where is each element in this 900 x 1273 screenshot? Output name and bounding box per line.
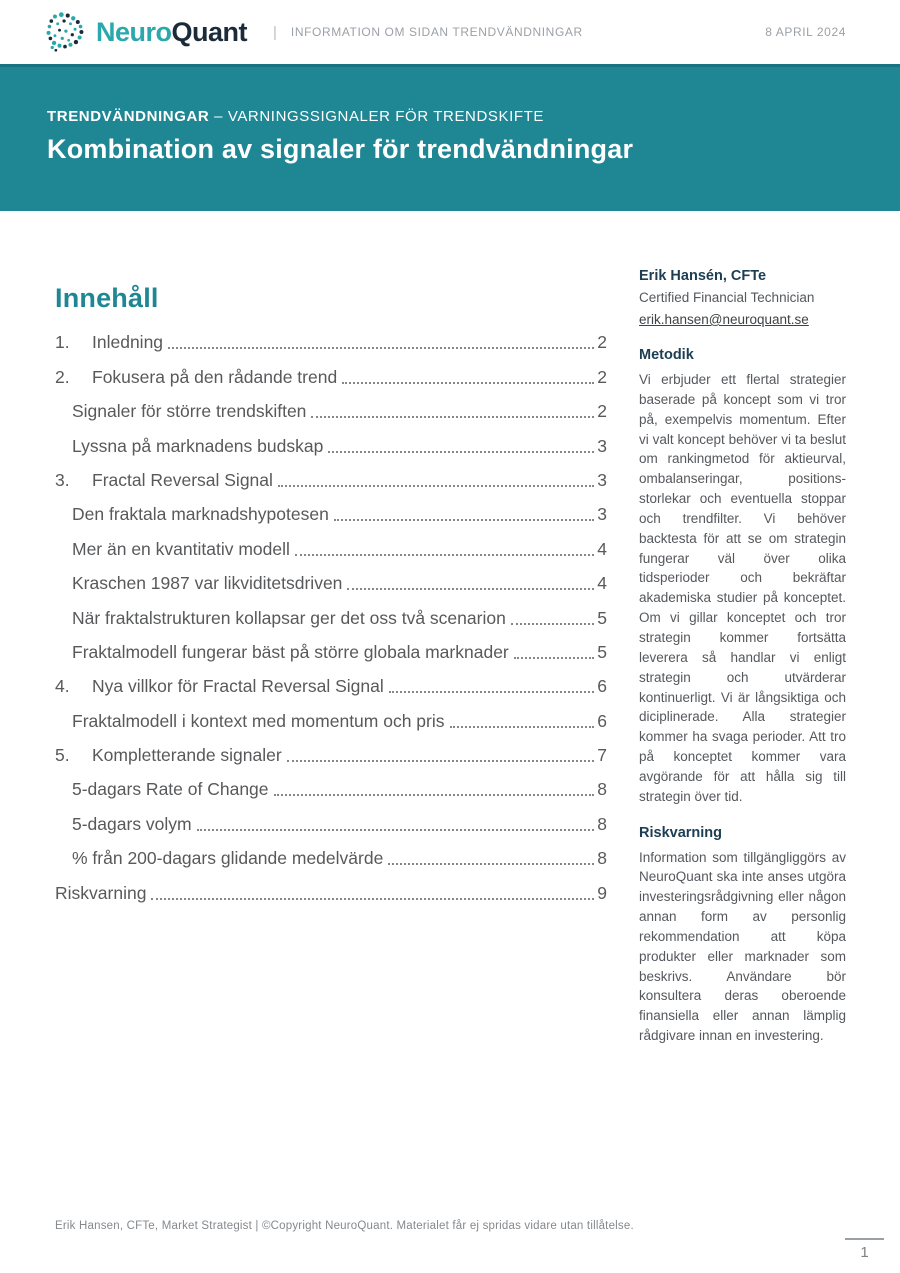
top-header (0, 0, 900, 64)
risk-warning-text: Information som tillgängliggörs av NeuroQuant ska inte anses utgöra investeringsrådgivning eller någon annan form av personlig rekommendation att köpa produkter eller marknader som beskrivs. Användare bör konsultera deras oberoende finansiella eller annan lämplig rådgivare innan en investering. (639, 849, 846, 1044)
toc-entry-page: 9 (597, 882, 607, 903)
methodology-heading: Metodik (639, 347, 694, 363)
toc-entry-label: När fraktalstrukturen kollapsar ger det oss två scenarion (72, 607, 506, 628)
toc-entry-label: Mer än en kvantitativ modell (72, 538, 290, 559)
toc-entry-number: 5. (55, 745, 70, 766)
toc-entry-page: 3 (597, 435, 607, 456)
toc-entry[interactable] (55, 805, 607, 839)
toc-entry-page: 4 (597, 538, 607, 559)
author-email-link[interactable]: erik.hansen@neuroquant.se (639, 312, 809, 327)
toc-dotted-leader (388, 863, 594, 865)
toc-entry-page: 2 (597, 332, 607, 353)
toc-entry-label: Kompletterande signaler (92, 745, 282, 766)
title-banner (0, 64, 900, 211)
toc-entry[interactable] (55, 840, 607, 874)
page-number-block (845, 1238, 884, 1261)
toc-dotted-leader (342, 382, 594, 384)
toc-entry[interactable] (55, 496, 607, 530)
toc-entry-page: 8 (597, 848, 607, 869)
toc-entry-page: 3 (597, 504, 607, 525)
toc-entry-page: 6 (597, 710, 607, 731)
toc-entry-page: 5 (597, 607, 607, 628)
author-name: Erik Hansén, CFTe (639, 268, 767, 284)
toc-entry-page: 8 (597, 779, 607, 800)
toc-dotted-leader (389, 691, 595, 693)
toc-entry-page: 8 (597, 813, 607, 834)
toc-entry[interactable] (55, 702, 607, 736)
toc-entry-label: % från 200-dagars glidande medelvärde (72, 848, 384, 869)
toc-entry-label: Lyssna på marknadens budskap (72, 435, 324, 456)
toc-entry-label: Riskvarning (55, 882, 147, 903)
toc-entry-page: 5 (597, 641, 607, 662)
toc-dotted-leader (328, 451, 594, 453)
brand-quant: Quant (171, 16, 248, 47)
toc-entry[interactable] (55, 530, 607, 564)
risk-warning-heading: Riskvarning (639, 824, 722, 841)
toc-entry[interactable] (55, 874, 607, 908)
toc-entry-page: 3 (597, 469, 607, 490)
toc-entry-page: 6 (597, 676, 607, 697)
toc-entry-label: Den fraktala marknadshypotesen (72, 504, 329, 525)
toc-entry-label: Kraschen 1987 var likviditetsdriven (72, 573, 343, 594)
toc-entry-page: 7 (597, 745, 607, 766)
toc-entry[interactable] (55, 668, 607, 702)
toc-entry-label: Fractal Reversal Signal (92, 469, 273, 490)
brand-wordmark (96, 16, 248, 47)
toc-dotted-leader (514, 657, 595, 659)
toc-entry-number: 1. (55, 332, 70, 353)
toc-entry[interactable] (55, 324, 607, 358)
toc-dotted-leader (295, 554, 594, 556)
toc-entry[interactable] (55, 462, 607, 496)
toc-entry-label: Inledning (92, 332, 164, 353)
toc-entry-label: 5-dagars volym (72, 813, 192, 834)
brand-neuro: Neuro (96, 16, 172, 47)
toc-entry-label: Fokusera på den rådande trend (92, 366, 338, 387)
author-title: Certified Financial Technician (639, 290, 815, 305)
toc-entry-label: Signaler för större trendskiften (72, 401, 307, 422)
toc-dotted-leader (151, 898, 594, 900)
toc-entry-number: 3. (55, 469, 70, 490)
banner-kicker-bold: TRENDVÄNDNINGAR (47, 108, 210, 125)
toc-entry[interactable] (55, 634, 607, 668)
toc-dotted-leader (511, 623, 594, 625)
toc-entry[interactable] (55, 358, 607, 392)
header-date: 8 APRIL 2024 (765, 25, 846, 39)
toc-entry[interactable] (55, 393, 607, 427)
table-of-contents (55, 268, 607, 1064)
main-content (0, 211, 900, 1064)
page-title: Kombination av signaler för trendvändningar (47, 134, 634, 164)
header-doc-info: INFORMATION OM SIDAN TRENDVÄNDNINGAR (290, 25, 583, 39)
toc-dotted-leader (197, 829, 595, 831)
toc-entry-label: 5-dagars Rate of Change (72, 779, 269, 800)
neuroquant-logo (42, 11, 247, 53)
toc-dotted-leader (278, 485, 594, 487)
header-separator: | (273, 23, 277, 41)
toc-entry-label: Fraktalmodell i kontext med momentum och pris (72, 710, 445, 731)
page-number: 1 (860, 1244, 869, 1261)
toc-dotted-leader (347, 588, 594, 590)
banner-kicker-rest: – VARNINGSSIGNALER FÖR TRENDSKIFTE (214, 108, 545, 125)
methodology-text: Vi erbjuder ett flertal strategier baserade på koncept som vi tror på, exempelvis momentum. Efter vi valt koncept behöver vi ta beslut om rankingmetod för aktieurval, ombalanseringar, positions-storlekar och eventuella stoppar och trendfilter. Vi behöver backtesta för att se om strategin fungerar väl över olika tidsperioder och bekräftar akademiska studier på konceptet. Om vi gillar konceptet och tror strategin kommer fortsätta leverera så handlar vi enligt strategin och utvärderar kontinuerligt. Vi är långsiktiga och diciplinerade. Alla strategier kommer ha svaga perioder. Att tro på konceptet kommer vara avgörande för att hålla sig till strategin över tid. (639, 372, 846, 804)
toc-entry-page: 2 (597, 366, 607, 387)
toc-entry[interactable] (55, 427, 607, 461)
toc-entry-label: Fraktalmodell fungerar bäst på större globala marknader (72, 641, 509, 662)
toc-dotted-leader (450, 726, 595, 728)
toc-entry[interactable] (55, 599, 607, 633)
toc-dotted-leader (287, 760, 595, 762)
toc-entry-number: 2. (55, 366, 70, 387)
toc-entry[interactable] (55, 771, 607, 805)
footer-copyright: Erik Hansen, CFTe, Market Strategist | ©Copyright NeuroQuant. Materialet får ej spridas vidare utan tillåtelse. (55, 1220, 634, 1232)
toc-entry-number: 4. (55, 676, 70, 697)
toc-entry-label: Nya villkor för Fractal Reversal Signal (92, 676, 384, 697)
toc-entry-page: 4 (597, 573, 607, 594)
toc-entry-page: 2 (597, 401, 607, 422)
toc-dotted-leader (274, 794, 595, 796)
toc-dotted-leader (168, 347, 594, 349)
page-number-rule (845, 1238, 884, 1240)
toc-entry[interactable] (55, 737, 607, 771)
toc-heading: Innehåll (55, 283, 159, 313)
sidebar (639, 268, 846, 1064)
brain-logo-icon (42, 11, 88, 53)
toc-entry[interactable] (55, 565, 607, 599)
toc-dotted-leader (334, 519, 594, 521)
toc-list (55, 324, 607, 909)
banner-kicker (47, 108, 846, 125)
toc-dotted-leader (311, 416, 594, 418)
